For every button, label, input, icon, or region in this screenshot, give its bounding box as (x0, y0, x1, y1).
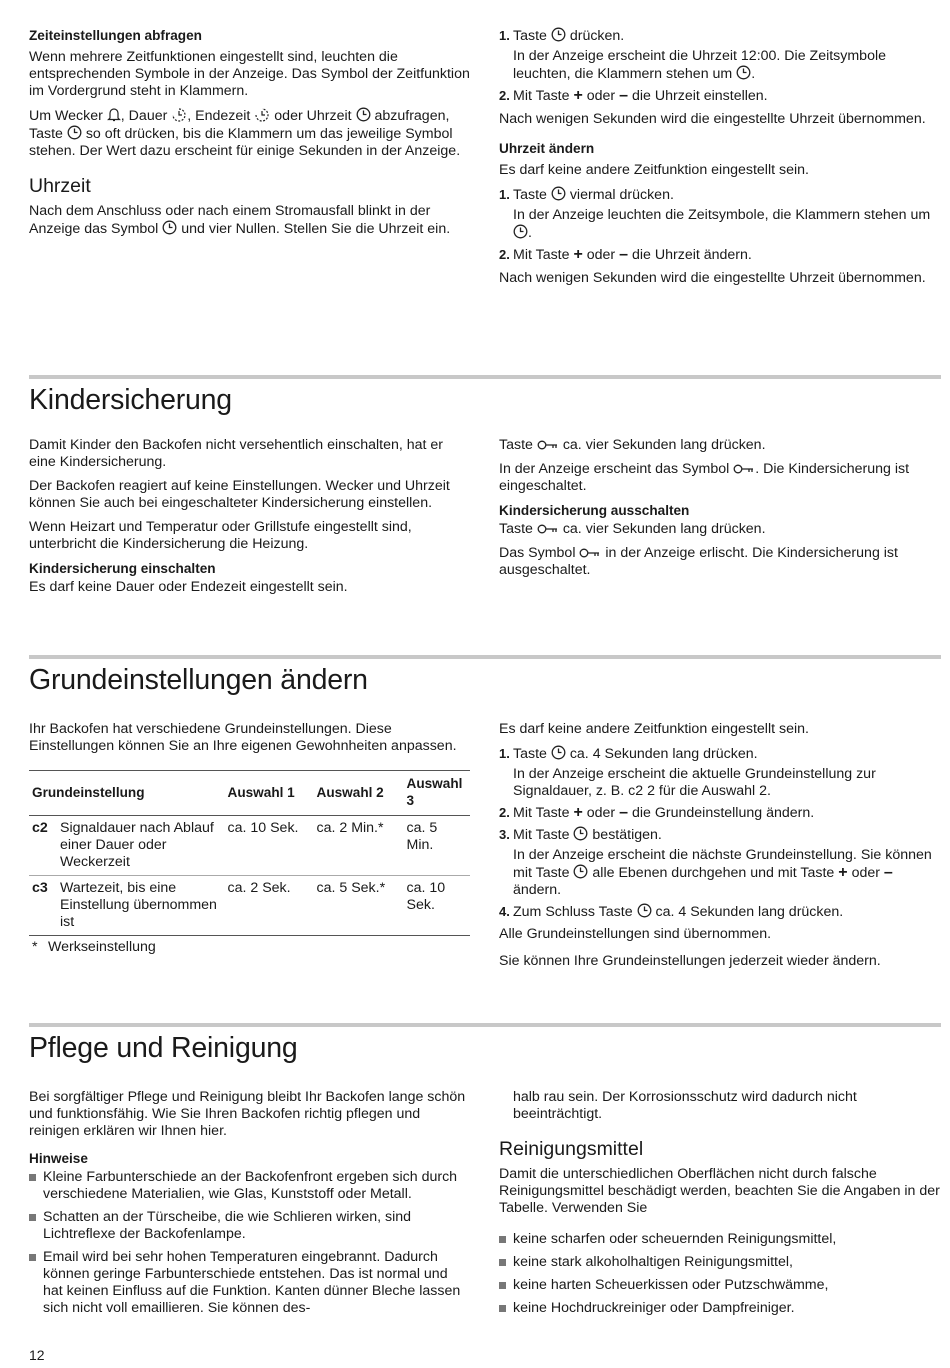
hinweise-heading: Hinweise (29, 1151, 88, 1166)
kinder-einschalten-heading: Kindersicherung einschalten (29, 561, 216, 576)
grundeinstellungen-title: Grundeinstellungen ändern (29, 664, 368, 696)
table-cell: Wartezeit, bis eine Einstellung übernommen ist (57, 876, 225, 936)
pflege-title: Pflege und Reinigung (29, 1032, 298, 1064)
clock-icon (551, 27, 566, 42)
plus-icon: + (838, 864, 848, 881)
kinder-ausschalten-heading: Kindersicherung ausschalten (499, 503, 690, 518)
list-item: keine stark alkoholhaltigen Reinigungsmittel, (499, 1254, 943, 1271)
grundeinstellungen-right (499, 721, 943, 977)
uhrzeit-intro: Nach dem Anschluss oder nach einem Stromausfall blinkt in der Anzeige das Symbol und vier Nullen. Stellen Sie die Uhrzeit ein. (29, 203, 451, 237)
minus-icon: – (619, 804, 629, 821)
zeit-abfragen-text: Wenn mehrere Zeitfunktionen eingestellt sind, leuchten die entsprechenden Symbole in der Anzeige. Das Symbol der Zeitfunktion im Vordergrund steht in Klammern. (29, 49, 470, 99)
table-header: Auswahl 3 (404, 771, 471, 816)
list-item-continued: halb rau sein. Der Korrosionsschutz wird dadurch nicht beeinträchtigt. (513, 1089, 857, 1122)
kinder-step-text-2: In der Anzeige erscheint das Symbol . Die Kindersicherung ist eingeschaltet. (499, 461, 910, 494)
page-number: 12 (29, 1347, 45, 1363)
table-header: Auswahl 1 (225, 771, 314, 816)
table-header: Grundeinstellung (29, 771, 225, 816)
section-divider (29, 1023, 941, 1027)
clock-icon (67, 125, 82, 140)
key-icon (733, 463, 755, 475)
table-cell: ca. 10 Sek. (404, 876, 471, 936)
uhrzeit-aendern-text: Es darf keine andere Zeitfunktion eingestellt sein. (499, 162, 809, 178)
clock-icon (513, 224, 528, 239)
table-footnote: * Werkseinstellung (32, 939, 156, 955)
table-row (29, 816, 470, 876)
zeit-abfragen-heading: Zeiteinstellungen abfragen (29, 28, 202, 43)
clock-icon (736, 65, 751, 80)
key-icon (537, 523, 559, 535)
pflege-right (499, 1089, 943, 1323)
table-cell: ca. 2 Sek. (225, 876, 314, 936)
grund-intro: Ihr Backofen hat verschiedene Grundeinstellungen. Diese Einstellungen können Sie an Ihre eigenen Gewohnheiten anpassen. (29, 721, 457, 754)
clock-icon (551, 745, 566, 760)
kinder-einschalten-text: Es darf keine Dauer oder Endezeit eingestellt sein. (29, 579, 348, 595)
uhrzeit-heading: Uhrzeit (29, 175, 91, 197)
kindersicherung-left (29, 437, 471, 603)
list-item: keine harten Scheuerkissen oder Putzschwämme, (499, 1277, 943, 1294)
kinder-text-2: Der Backofen reagiert auf keine Einstellungen. Wecker und Uhrzeit können Sie auch bei eingeschalteter Kindersicherung einstellen. (29, 478, 450, 511)
kinder-off-text-2: Das Symbol in der Anzeige erlischt. Die Kindersicherung ist ausgeschaltet. (499, 545, 898, 578)
clock-icon (356, 107, 371, 122)
minus-icon: – (619, 246, 629, 263)
uhrzeit-after: Nach wenigen Sekunden wird die eingestellte Uhrzeit übernommen. (499, 111, 926, 127)
plus-icon: + (573, 87, 583, 104)
table-header: Auswahl 2 (314, 771, 404, 816)
list-item: keine Hochdruckreiniger oder Dampfreiniger. (499, 1300, 943, 1317)
clock-icon (162, 220, 177, 235)
uhrzeit-aendern-after: Nach wenigen Sekunden wird die eingestellte Uhrzeit übernommen. (499, 270, 926, 286)
list-item: Schatten an der Türscheibe, die wie Schlieren wirken, sind Lichtreflexe der Backofenlampe. (29, 1209, 471, 1243)
key-icon (537, 439, 559, 451)
key-icon (579, 547, 601, 559)
list-item: keine scharfen oder scheuernden Reinigungsmittel, (499, 1231, 943, 1248)
kindersicherung-right (499, 437, 943, 586)
uhrzeit-aendern-step-1: 1. Taste viermal drücken. In der Anzeige leuchten die Zeitsymbole, die Klammern stehen um . (499, 187, 931, 241)
minus-icon: – (883, 864, 893, 881)
list-item: Email wird bei sehr hohen Temperaturen eingebrannt. Dadurch können geringe Farbunterschiede entstehen. Das ist normal und hat keinen Einfluss auf die Funktion. Kanten dünner Bleche lassen sich nicht voll emaillieren. Sie können des- (29, 1249, 471, 1317)
list-item: Kleine Farbunterschiede an der Backofenfront ergeben sich durch verschiedene Materialien, wie Glas, Kunststoff oder Metall. (29, 1169, 471, 1203)
kinder-off-text-1: Taste ca. vier Sekunden lang drücken. (499, 521, 766, 537)
zeit-abfragen-block (29, 27, 471, 245)
plus-icon: + (573, 246, 583, 263)
table-cell: Signaldauer nach Ablauf einer Dauer oder Weckerzeit (57, 816, 225, 876)
clock-icon (637, 903, 652, 918)
plus-icon: + (573, 804, 583, 821)
table-cell: ca. 5 Sek.* (314, 876, 404, 936)
uhrzeit-aendern-heading: Uhrzeit ändern (499, 141, 595, 156)
zeit-abfragen-text2: Um Wecker , Dauer , Endezeit oder Uhrzeit abzufragen, Taste so oft drücken, bis die Klammern um das jeweilige Symbol stehen. Der Wert dazu erscheint für einige Sekunden in der Anzeige. (29, 108, 461, 159)
table-row (29, 876, 470, 936)
reinigungsmittel-text: Damit die unterschiedlichen Oberflächen nicht durch falsche Reinigungsmittel beschädigt werden, beachten Sie die Angaben in der Tabelle. Verwenden Sie (499, 1166, 940, 1216)
section-divider (29, 375, 941, 379)
section-divider (29, 655, 941, 659)
bell-icon (107, 107, 121, 122)
grund-after-2: Sie können Ihre Grundeinstellungen jederzeit wieder ändern. (499, 953, 881, 969)
clock-icon (573, 864, 588, 879)
uhrzeit-aendern-step-2: 2. Mit Taste + oder – die Uhrzeit ändern. (499, 246, 752, 263)
clock-icon (551, 186, 566, 201)
table-cell-code: c2 (29, 816, 57, 876)
grund-precondition: Es darf keine andere Zeitfunktion eingestellt sein. (499, 721, 809, 737)
grund-step-3: 3. Mit Taste bestätigen. In der Anzeige erscheint die nächste Grundeinstellung. Sie können mit Taste alle Ebenen durchgehen und mit Taste + oder – ändern. (499, 827, 932, 898)
table-cell: ca. 10 Sek. (225, 816, 314, 876)
kinder-text-3: Wenn Heizart und Temperatur oder Grillstufe eingestellt sind, unterbricht die Kindersicherung die Heizung. (29, 519, 412, 552)
grund-step-4: 4. Zum Schluss Taste ca. 4 Sekunden lang drücken. (499, 904, 844, 920)
minus-icon: – (619, 87, 629, 104)
grundeinstellungen-table (29, 770, 470, 936)
duration-icon (171, 107, 187, 122)
table-cell-code: c3 (29, 876, 57, 936)
uhrzeit-step-2: 2. Mit Taste + oder – die Uhrzeit einstellen. (499, 87, 768, 104)
pflege-intro: Bei sorgfältiger Pflege und Reinigung bleibt Ihr Backofen lange schön und funktionsfähig. Wie Sie Ihren Backofen richtig pflegen und reinigen erklären wir Ihnen hier. (29, 1089, 466, 1139)
grundeinstellungen-left (29, 721, 471, 956)
clock-icon (573, 826, 588, 841)
grund-after-1: Alle Grundeinstellungen sind übernommen. (499, 926, 772, 942)
table-cell: ca. 2 Min.* (314, 816, 404, 876)
kindersicherung-title: Kindersicherung (29, 384, 232, 416)
kinder-step-text-1: Taste ca. vier Sekunden lang drücken. (499, 437, 766, 453)
reinigungsmittel-heading: Reinigungsmittel (499, 1138, 644, 1160)
pflege-left (29, 1089, 471, 1323)
uhrzeit-steps-block (499, 27, 943, 294)
table-cell: ca. 5 Min. (404, 816, 471, 876)
endtime-icon (254, 107, 270, 122)
kinder-text-1: Damit Kinder den Backofen nicht versehentlich einschalten, hat er eine Kindersicherung. (29, 437, 444, 470)
grund-step-2: 2. Mit Taste + oder – die Grundeinstellung ändern. (499, 804, 815, 821)
uhrzeit-step-1: 1. Taste drücken. In der Anzeige erscheint die Uhrzeit 12:00. Die Zeitsymbole leuchten, die Klammern stehen um . (499, 28, 887, 82)
grund-step-1: 1. Taste ca. 4 Sekunden lang drücken. In der Anzeige erscheint die aktuelle Grundeinstellung zur Signaldauer, z. B. c2 2 für die Auswahl 2. (499, 746, 876, 799)
